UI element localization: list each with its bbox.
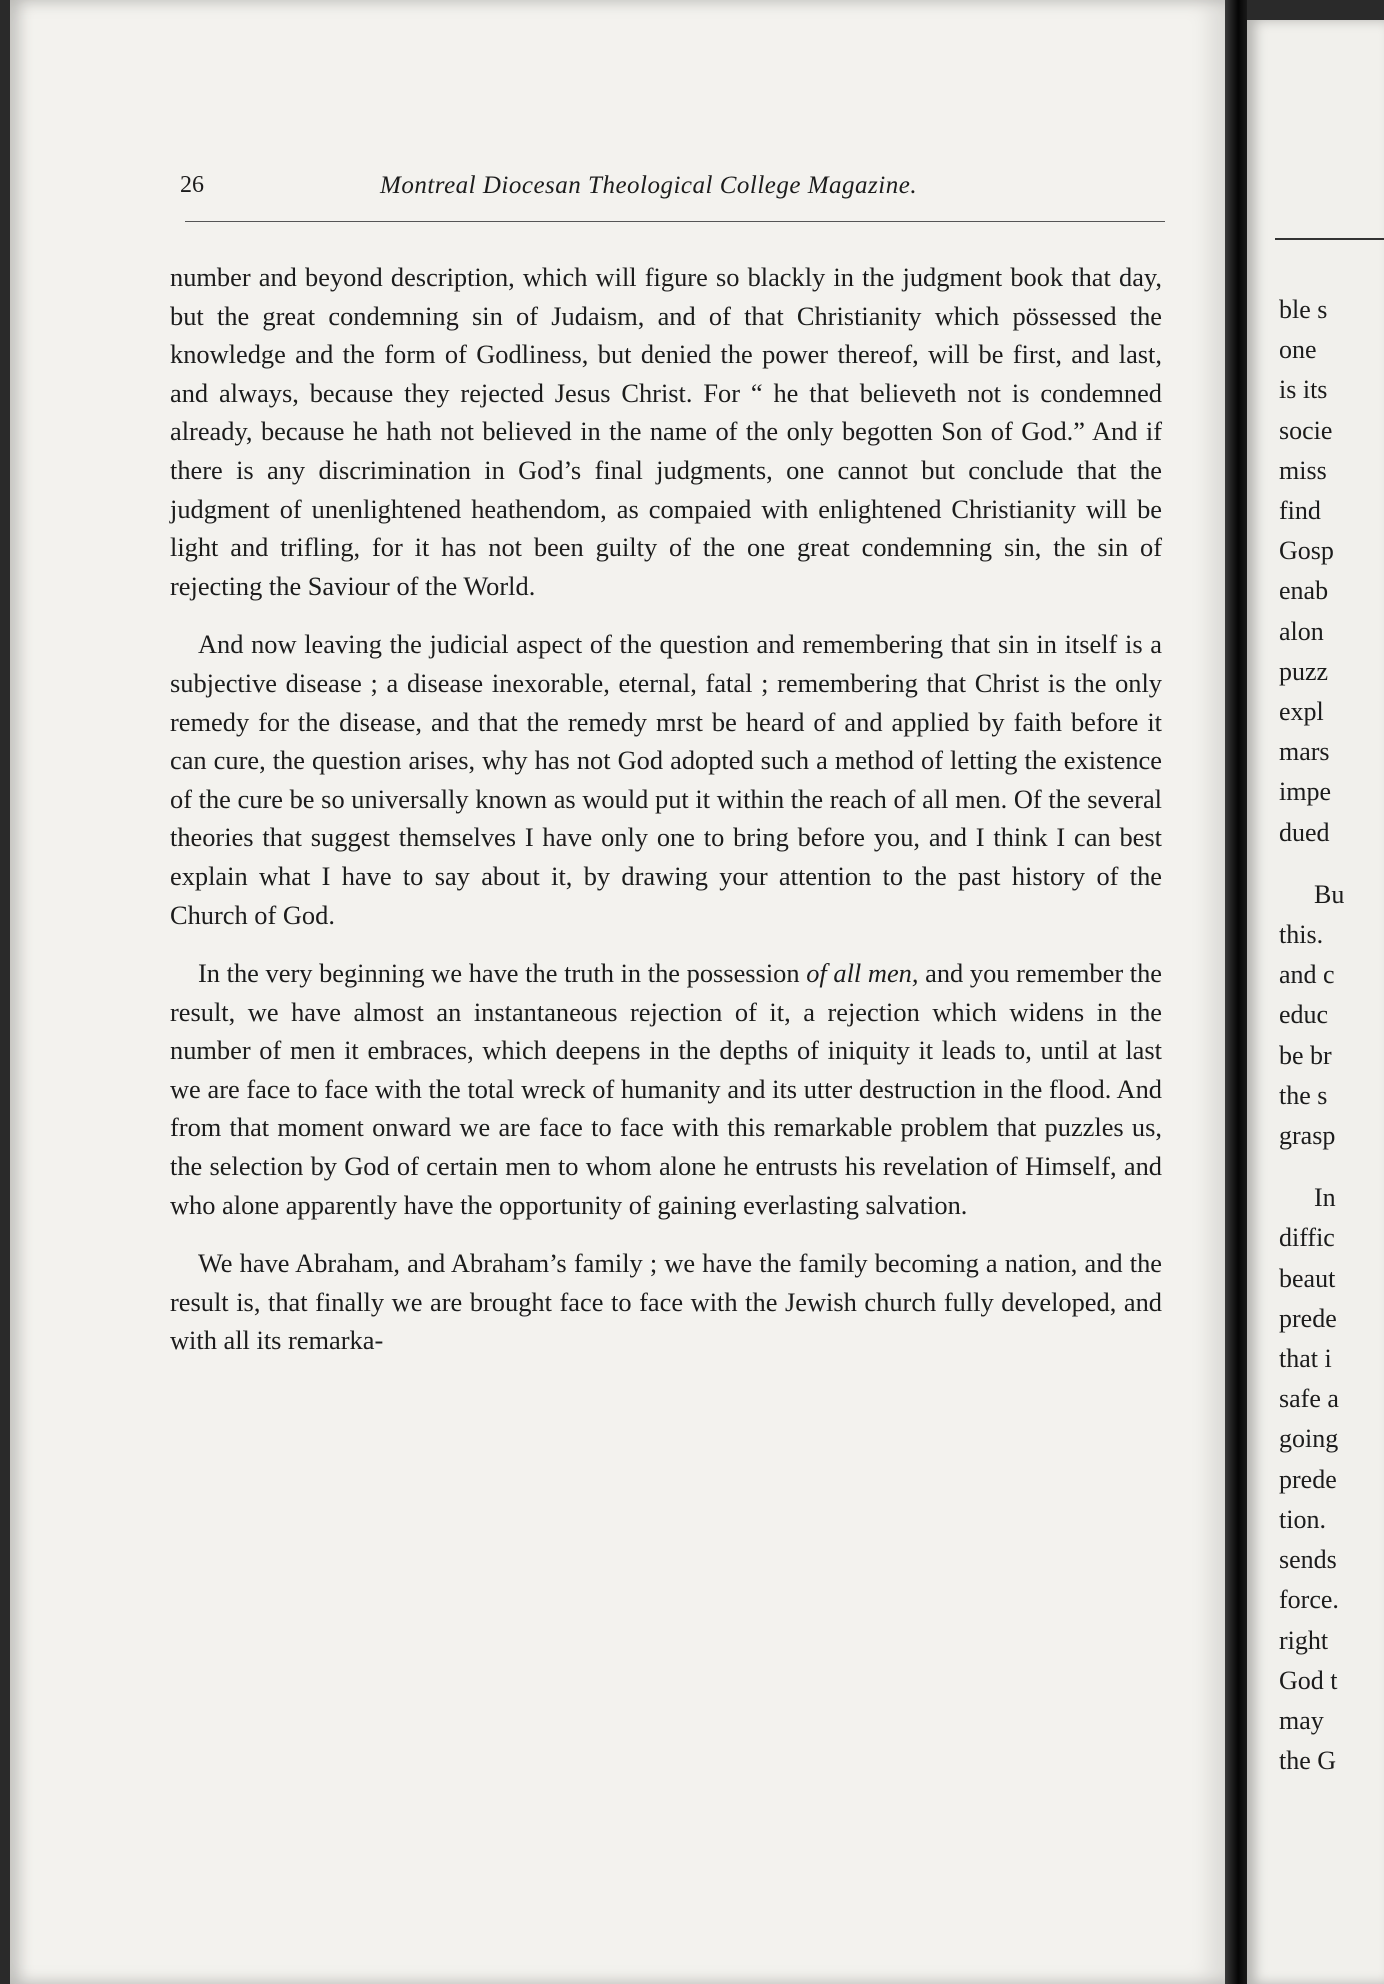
facing-page	[1247, 20, 1384, 1984]
facing-page-block-1	[1279, 290, 1344, 853]
facing-page-line: going	[1279, 1424, 1339, 1454]
paragraph-1: number and beyond description, which will figure so blackly in the judgment book that day, but the great condemning sin of Judaism, and of that Christianity which pössessed the knowledge and the form of Godliness, but denied the power thereof, will be first, and last, and always, because they rejected Jesus Christ. For “ he that believeth not is condemned already, because he hath not believed in the name of the only begotten Son of God.” And if there is any discrimination in God’s final judgments, one cannot but conclude that the judgment of unenlightened heathendom, as compaied with enlightened Christianity will be light and trifling, for it has not been guilty of the one great condemning sin, the sin of rejecting the Saviour of the World.	[170, 262, 1162, 601]
facing-page-line: educ	[1279, 1000, 1329, 1030]
facing-page-line: safe a	[1279, 1384, 1339, 1414]
facing-page-line: the G	[1279, 1746, 1337, 1776]
paragraph-3-start: In the very beginning we have the truth in the possession	[198, 958, 807, 989]
facing-page-line: miss	[1279, 455, 1327, 485]
facing-page-rule	[1275, 238, 1384, 240]
facing-page-line: diffic	[1279, 1223, 1335, 1253]
paragraph-2: And now leaving the judicial aspect of the question and remembering that sin in itself is a subjective disease ; a disease inexorable, eternal, fatal ; remembering that Christ is the only remedy for the disease, and that the remedy mrst be heard of and applied by faith before it can cure, the question arises, why has not God adopted such a method of letting the existence of the cure be so universally known as would put it within the reach of all men. Of the several theories that suggest themselves I have only one to bring before you, and I think I can best explain what I have to say about it, by drawing your attention to the past history of the Church of God.	[170, 629, 1162, 930]
facing-page-line: enab	[1279, 576, 1329, 606]
facing-page-line: puzz	[1279, 656, 1329, 686]
facing-page-line: one	[1279, 335, 1317, 365]
facing-page-line: ble s	[1279, 295, 1328, 324]
facing-page-line: socie	[1279, 415, 1333, 445]
facing-page-line: God t	[1279, 1665, 1338, 1695]
paragraph-3-emphasis: of all men,	[806, 958, 919, 989]
facing-page-line: prede	[1279, 1303, 1337, 1333]
facing-page-line: this.	[1279, 920, 1324, 950]
facing-page-line: Gosp	[1279, 536, 1334, 566]
book-spine	[1225, 0, 1247, 1984]
facing-page-line: expl	[1279, 697, 1324, 727]
facing-page-line: force.	[1279, 1585, 1339, 1615]
facing-page-line: the s	[1279, 1080, 1328, 1110]
facing-page-line: find	[1279, 496, 1321, 526]
facing-page-line: is its	[1279, 375, 1328, 405]
facing-page-line: alon	[1279, 616, 1324, 646]
paragraph-3-end: and you remember the result, we have almost an instantaneous rejection of it, a rejection which widens in the number of men it embraces, which deepens in the depths of iniquity it leads to, until at last we are face to face with the total wreck of humanity and its utter destruction in the flood. And from that moment onward we are face to face with this remarkable problem that puzzles us, the selection by God of certain men to whom alone he entrusts his revelation of Himself, and who alone apparently have the opportunity of gaining everlasting salvation.	[170, 958, 1162, 1220]
body-text	[170, 258, 1162, 1380]
facing-page-line: In	[1314, 1183, 1336, 1213]
facing-page-text	[1279, 290, 1344, 1781]
facing-page-line: and c	[1279, 960, 1335, 990]
page-number: 26	[180, 172, 204, 198]
facing-page-line: prede	[1279, 1464, 1337, 1494]
running-title: Montreal Diocesan Theological College Magazine.	[380, 172, 918, 199]
facing-page-line: dued	[1279, 817, 1330, 847]
facing-page-line: grasp	[1279, 1121, 1336, 1151]
facing-page-line: beaut	[1279, 1263, 1336, 1293]
facing-page-line: right	[1279, 1625, 1329, 1655]
facing-page-line: may	[1279, 1705, 1324, 1735]
facing-page-line: tion.	[1279, 1504, 1326, 1534]
facing-page-line: Bu	[1314, 879, 1345, 909]
facing-page-line: sends	[1279, 1545, 1337, 1575]
facing-page-line: impe	[1279, 777, 1331, 807]
facing-page-block-3	[1279, 1178, 1344, 1781]
paragraph-4: We have Abraham, and Abraham’s family ; we have the family becoming a nation, and the result is, that finally we are brought face to face with the Jewish church fully developed, and with all its remarka-	[170, 1248, 1162, 1356]
facing-page-line: that i	[1279, 1344, 1332, 1374]
paragraph-3	[170, 954, 1162, 1224]
facing-page-block-2	[1279, 875, 1344, 1156]
header-rule	[185, 221, 1165, 222]
facing-page-line: be br	[1279, 1040, 1332, 1070]
facing-page-line: mars	[1279, 737, 1330, 767]
